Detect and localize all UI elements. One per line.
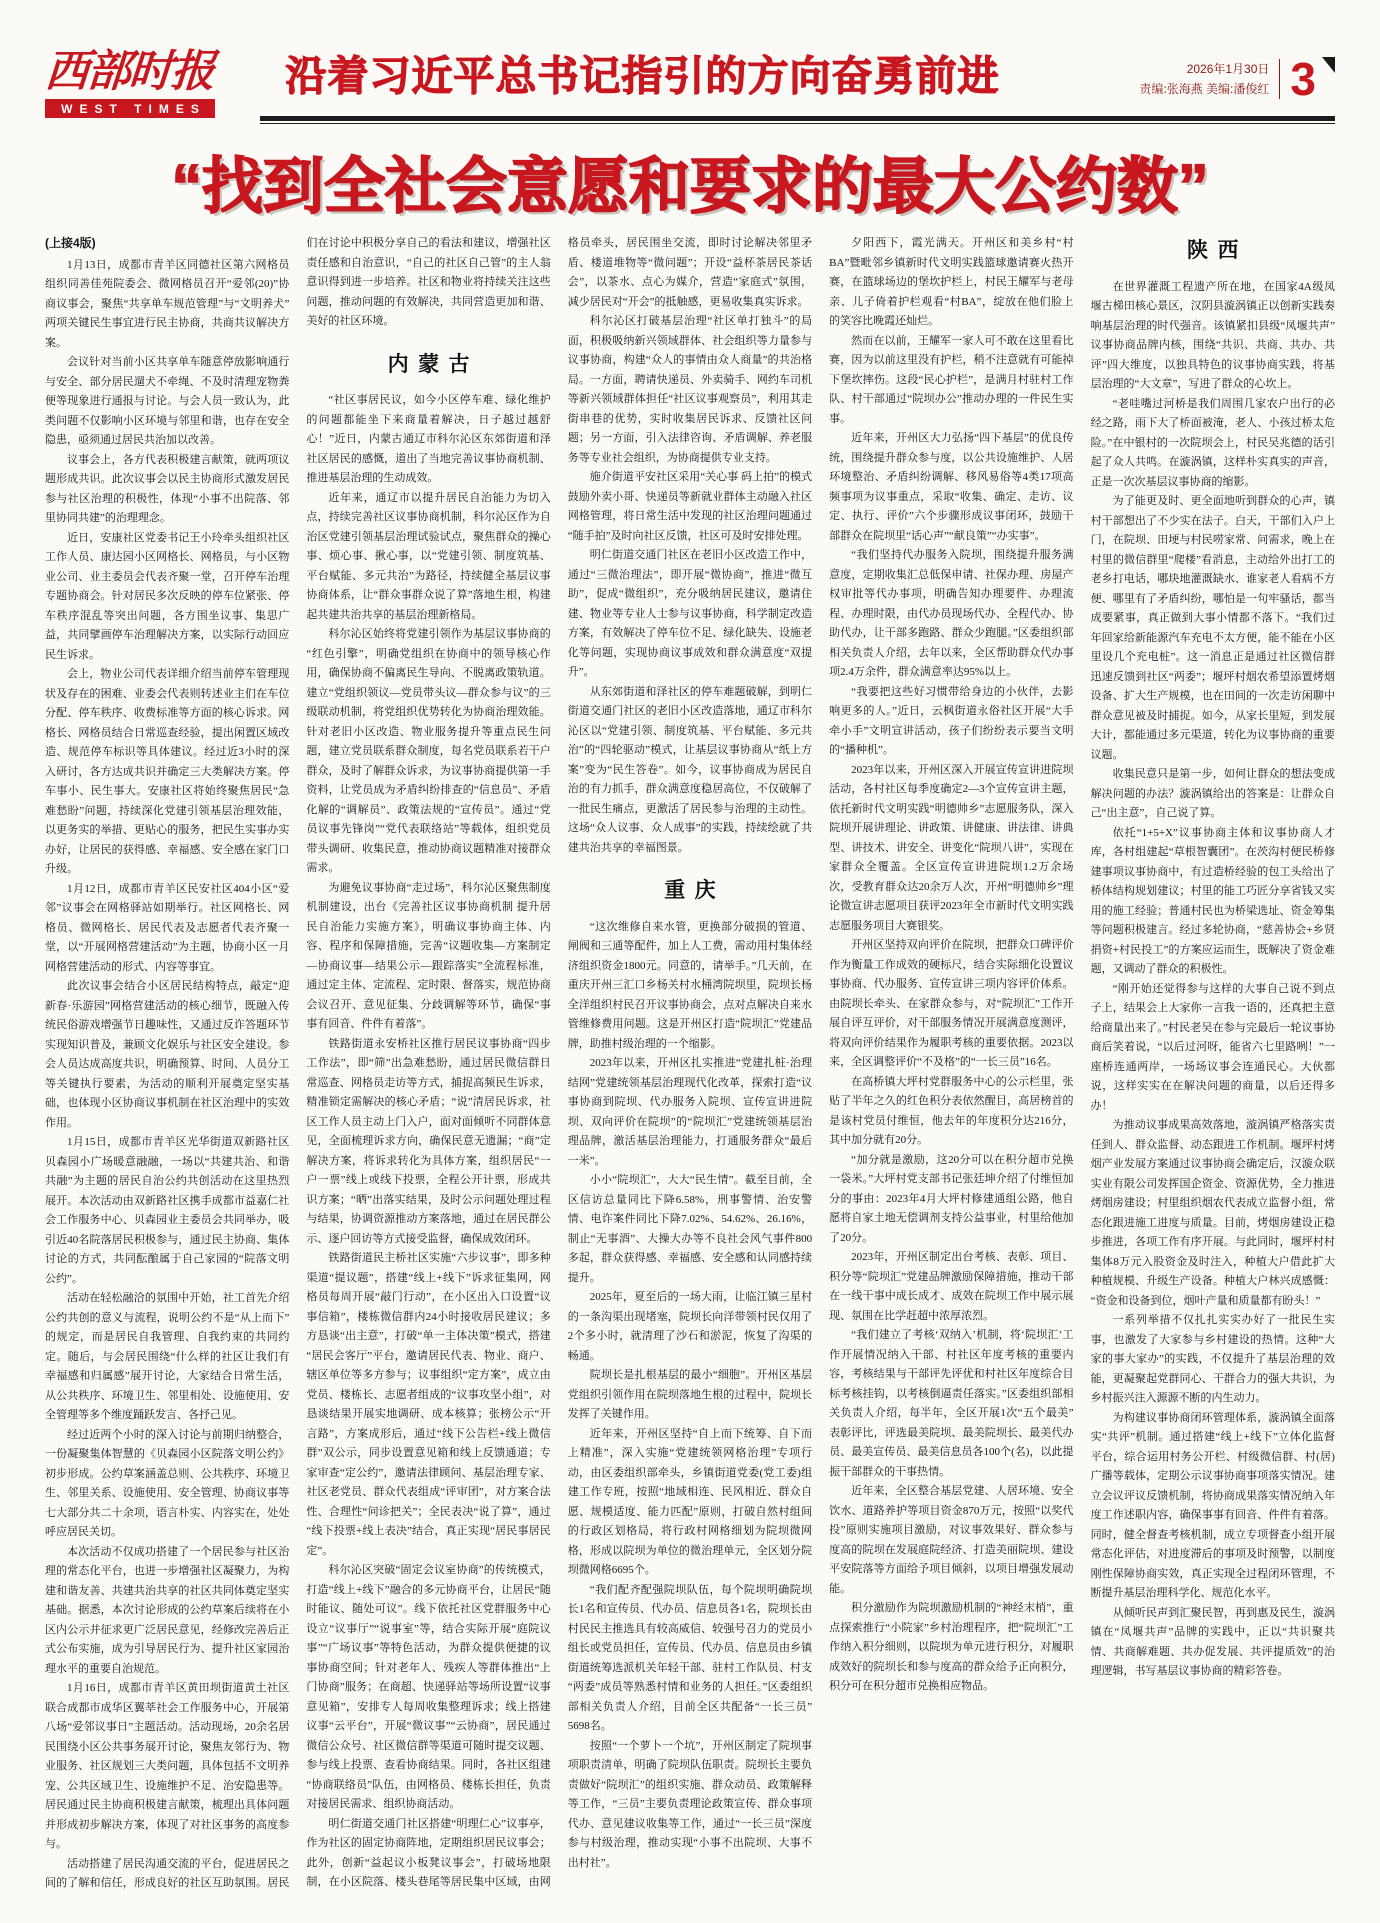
article-paragraph: “社区事居民议，如今小区停车难、绿化维护的问题都能坐下来商量着解决，日子越过越舒心！”近日，内蒙古通辽市科尔沁区东郊街道和泽社区居民的感慨，道出了当地完善议事协商机制、推进基层治理的生动成效。 [306,394,551,484]
article-paragraph: 科尔沁区始终将党建引领作为基层议事协商的“红色引擎”，明确党组织在协商中的领导核心作用，确保协商不偏离民生导向、不脱离政策轨道。建立“党组织领议—党员带头议—群众参与议”的三级联动机制，将党组织优势转化为协商治理效能。针对老旧小区改造、物业服务提升等重点民生问题，建立党员联系群众制度，每名党员联系若干户群众，及时了解群众诉求，为议事协商提供第一手资料，让党员成为矛盾纠纷排查的“信息员”、矛盾化解的“调解员”、政策法规的“宣传员”。通过“党员议事先锋岗”“党代表联络站”等载体，组织党员带头调研、收集民意，推动协商议题精准对接群众需求。 [306,628,551,874]
article-paragraph: 明仁街道交通门社区在老旧小区改造工作中，通过“三微治理法”，即开展“微协商”，推进“微互助”，促成“微组织”，充分吸纳居民建议，邀请住建、物业等专业人士参与议事协商，科学制定改造方案，有效解决了停车位不足、绿化缺失、设施老化等问题，实现协商议事成效和群众满意度“双提升”。 [567,549,813,679]
article-paragraph: 按照“一个萝卜一个坑”，开州区制定了院坝事项职责清单，明确了院坝队伍职责。院坝长主要负责做好“院坝汇”的组织实施、群众动员、政策解释等工作，“三员”主要负责理论政策宣传、群众事项代办、意见建议收集等工作，通过“一长三员”深度参与村级治理，推动实现“小事不出院坝、大事不出村社”。 [567,1739,813,1869]
article-paragraph: “我要把这些好习惯带给身边的小伙伴，去影响更多的人。”近日，云枫街道永俗社区开展“大手牵小手”文明宣讲活动，孩子们纷纷表示要当文明的“播种机”。 [829,685,1074,757]
article-paragraph: 铁路街道永安桥社区推行居民议事协商“四步工作法”，即“筛”出急难愁盼，通过居民微信群日常巡查、网格员走访等方式，捕捉高频民生诉求，精准锁定需解决的核心矛盾；“说”清居民诉求，社区工作人员主动上门入户，面对面倾听不同群体意见，全面梳理诉求方向，确保民意无遗漏；“商”定解决方案，将诉求转化为具体方案，组织居民“一户一票”线上或线下投票，全程公开计票，形成共识方案；“晒”出落实结果，及时公示问题处理过程与结果，协调资源推动方案落地，通过在居民群公示、逐户回访等方式接受监督，确保成效闭环。 [306,1037,551,1245]
article-paragraph: 从东郊街道和泽社区的停车难题破解，到明仁街道交通门社区的老旧小区改造落地，通辽市科尔沁区以“党建引领、制度筑基、平台赋能、多元共治”的“四轮驱动”模式，让基层议事协商从“纸上方案”变为“民生答卷”。如今，议事协商成为居民自治的有力抓手，群众满意度稳居高位，不仅破解了一批民生痛点，更激活了居民参与治理的主动性。这场“众人议事、众人成事”的实践，持续绘就了共建共治共享的幸福图景。 [567,685,813,854]
corner-triangle-icon [1322,57,1335,73]
article-paragraph: 本次活动不仅成功搭建了一个居民参与社区治理的常态化平台，也进一步增强社区凝聚力，为构建和谐友善、共建共治共享的社区共同体奠定坚实基础。据悉，本次讨论形成的公约草案后续将在小区内公示并征求更广泛居民意见，经修改完善后正式公布实施，成为引导居民行为、提升社区家园治理水平的重要自治规范。 [45,1545,290,1675]
rule-thin [260,123,1335,124]
article-paragraph: 铁路街道民主桥社区实施“六步议事”，即多种渠道“提议题”，搭建“线上+线下”诉求征集网，网格员每周开展“敲门行动”，在小区出入口设置“议事信箱”，楼栋微信群内24小时接收居民建议；多方恳谈“出主意”，打破“单一主体决策”模式，搭建“居民会客厅”平台，邀请居民代表、物业、商户、辖区单位等多方参与；议事组织“定方案”，成立由党员、楼栋长、志愿者组成的“议事攻坚小组”，对恳谈结果开展实地调研、成本核算；张榜公示“开言路”，方案成形后，通过“线下公告栏+线上微信群”双公示，同步设置意见箱和线上反馈通道；专家审查“定公约”，邀请法律顾问、基层治理专家、社区老党员、群众代表组成“评审团”，对方案合法性、合理性“问诊把关”；全民表决“说了算”，通过“线下投票+线上表决”结合，真正实现“居民事居民定”。 [306,1252,551,1557]
article-paragraph: 议事会上，各方代表积极建言献策，就两项议题形成共识。此次议事会以民主协商形式激发居民参与社区治理的积极性，体现“小事不出院落、邻里协同共建”的治理理念。 [45,453,290,525]
issue-editors: 责编:张海燕 美编:潘俊红 [1139,82,1270,96]
article-paragraph: 一系列举措不仅扎扎实实办好了一批民生实事，也激发了大家参与乡村建设的热情。这种“大家的事大家办”的实践，不仅提升了基层治理的效能，更凝聚起党群同心、干群合力的强大共识，为乡村振兴注入源源不断的内生动力。 [1090,1314,1335,1404]
rule-thick [260,116,1335,121]
article-paragraph: 活动搭建了居民沟通交流的平台，促进居民之间的了解和信任，形成良好的社区互助氛围。居民们在讨论中积极分享自己的看法和建议，增强社区责任感和自治意识，“自己的社区自己管”的主人翁意识得到进一步培养。社区和物业将持续关注这些问题，推动问题的有效解决，共同营造更加和谐、美好的社区环境。 [45,237,551,1890]
article-paragraph: 科尔沁区突破“固定会议室协商”的传统模式，打造“线上+线下”融合的多元协商平台，让居民“随时能议、随处可议”。线下依托社区党群服务中心设立“议事厅”“说事室”等，结合实际开展“庭院议事”“广场议事”等特色活动，为群众提供便捷的议事协商空间；针对老年人、残疾人等群体推出“上门协商”服务；在商超、快递驿站等场所设置“议事意见箱”，安排专人每周收集整理诉求；线上搭建议事“云平台”，开展“微议事”“云协商”，居民通过微信公众号、社区微信群等渠道可随时提交议题、参与线上投票、查看协商结果。同时，各社区组建“协商联络员”队伍，由网格员、楼栋长担任，负责对接居民需求、组织协商活动。 [306,1564,551,1810]
main-headline: “找到全社会意愿和要求的最大公约数” [171,152,1209,220]
article-paragraph: 施介街道平安社区采用“关心事 码上拍”的模式鼓励外卖小哥、快递员等新就业群体主动融入社区网格管理，将日常生活中发现的社区治理问题通过“随手拍”及时向社区反馈，社区可及时安排处理。 [567,471,813,542]
article-paragraph: 1月15日，成都市青羊区光华街道双新路社区贝森园小广场暖意融融，一场以“共建共治、和谐共融”为主题的居民自治公约共创活动在这里热烈展开。本次活动由双新路社区携手成都市益嘉仁社会工作服务中心、贝森园业主委员会共同举办，吸引近40名院落居民积极参与，通过民主协商、集体讨论的方式，共同酝酿属于自己家园的“院落文明公约”。 [45,1136,290,1285]
article-paragraph: 为了能更及时、更全面地听到群众的心声，镇村干部想出了不少实在法子。白天，干部们入户上门，在院坝、田埂与村民唠家常、问需求，晚上在村里的微信群里“爬楼”看消息，主动给外出打工的老乡打电话，哪块地灌溉缺水、谁家老人看病不方便、哪里有了矛盾纠纷，哪怕是一句牢骚话，都当成要紧事，真正做到大事小情都不落下。“我们过年回家给新能源汽车充电不太方便，能不能在小区里设几个充电桩”。这一消息正是通过社区微信群迅速反馈到社区“两委”；堰坪村烟农希望添置烤烟设备、扩大生产规模，也在田间的一次走访闲聊中群众意见被及时捕捉。如今，从家长里短，到发展大计，都能通过多元渠道，转化为议事协商的重要议题。 [1090,495,1335,761]
article-body [45,234,1335,1910]
article-paragraph: 经过近两个小时的深入讨论与前期归纳整合，一份凝聚集体智慧的《贝森园小区院落文明公约》初步形成。公约草案涵盖总则、公共秩序、环境卫生、邻里关系、设施使用、安全管理、协商议事等七大部分共二十余项，语言朴实、内容实在，处处呼应居民关切。 [45,1428,290,1539]
article-paragraph: 为构建议事协商闭环管理体系，漩涡镇全面落实“共评”机制。通过搭建“线上+线下”立体化监督平台，综合运用村务公开栏、村级微信群、村(居)广播等载体，定期公示议事协商事项落实情况。建立会议评议反馈机制，将协商成果落实情况纳入年度工作述职内容，确保事事有回音、件件有着落。同时，健全督查考核机制，成立专项督查小组开展常态化评估，对进度滞后的事项及时预警，以制度刚性保障协商实效，真正实现全过程闭环管理，不断提升基层治理科学化、规范化水平。 [1090,1411,1335,1599]
article-paragraph: 近年来，开州区坚持“自上而下统筹、自下而上精准”，深入实施“党建统领网格治理”专项行动，由区委组织部牵头，乡镇街道党委(党工委)组建工作专班，按照“地域相连、民风相近、群众自愿、规模适度、能力匹配”原则，打破自然村组间的行政区划格局，将行政村网格细划为院坝微网格，形成以院坝为单位的微治理单元，全区划分院坝微网格6695个。 [567,1427,813,1576]
article-paragraph: “刚开始还觉得参与这样的大事自己说不到点子上，结果会上大家你一言我一语的，还真把主意给商量出来了。”村民老吴在参与完最后一轮议事协商后笑着说，“以后过河呀，能省六七里路咧！”一座桥连通两岸，一场场议事会连通民心。大伙都说，这样实实在在解决问题的商量，以后还得多办！ [1090,982,1335,1112]
article-paragraph: 收集民意只是第一步，如何让群众的想法变成解决问题的办法？漩涡镇给出的答案是：让群众自己“出主意”，自己说了算。 [1090,768,1335,819]
continuation-note: (上接4版) [45,236,96,251]
article-paragraph: 近年来，全区整合基层党建、人居环境、安全饮水、道路养护等项目资金870万元，按照“以奖代投”原则实施项目激励，对议事效果好、群众参与度高的院坝在发展庭院经济、打造美丽院坝、建设平安院落等方面给予项目倾斜，以项目增强发展动能。 [829,1485,1074,1595]
article-paragraph: 会议针对当前小区共享单车随意停放影响通行与安全、部分居民遛犬不牵绳、不及时清理宠物粪便等现象进行通报与讨论。与会人员一致认为，此类问题不仅影响小区环境与邻里和谐，也存在安全隐患，亟须通过居民共治加以改善。 [45,356,290,447]
article-paragraph: “加分就是激励，这20分可以在积分超市兑换一袋米。”大坪村党支部书记张廷坤介绍了付维恒加分的事由：2023年4月大坪村修建通组公路，他自愿将自家土地无偿调剂支持公益事业，村里给他加了20分。 [829,1153,1074,1244]
article-paragraph: 2023年以来，开州区扎实推进“党建扎桩·治理结网”党建统领基层治理现代化改革，探索打造“议事协商到院坝、代办服务入院坝、宣传宣讲进院坝、双向评价在院坝”的“院坝汇”党建统领基层治理品牌，激活基层治理能力，打通服务群众“最后一米”。 [567,1057,813,1167]
article-paragraph: 积分激励作为院坝激励机制的“神经末梢”，重点探索推行“小院家”乡村治理程序，把“院坝汇”工作纳入积分细则，以院坝为单元进行积分，对履职成效好的院坝长和参与度高的群众给予正向积分，积分可在积分超市兑换相应物品。 [829,1602,1074,1693]
masthead [45,0,1335,146]
article-paragraph: 依托“1+5+X”议事协商主体和议事协商人才库，各村组建起“草根智囊团”。在茨沟村便民桥修建事项议事协商中，有过造桥经验的包工头给出了桥体结构规划建议；村里的能工巧匠分享省钱又实用的施工经验；普通村民也为桥梁选址、资金筹集等问题积极建言。经过多轮协商，“慈善协会+乡贤捐资+村民投工”的方案应运而生，既解决了资金难题，又调动了群众的积极性。 [1090,826,1335,975]
article-paragraph: 科尔沁区打破基层治理“社区单打独斗”的局面，积极吸纳新兴领域群体、社会组织等力量参与议事协商，构建“众人的事情由众人商量”的共治格局。一方面，聘请快递员、外卖骑手、网约车司机等新兴领域群体担任“社区议事观察员”，利用其走街串巷的优势，实时收集居民诉求、反馈社区问题；另一方面，引入法律咨询、矛盾调解、养老服务等专业社会组织，为协商提供专业支持。 [567,315,813,464]
article-paragraph: “我们建立了考核‘双纳入’机制，将‘院坝汇’工作开展情况纳入干部、村社区年度考核的重要内容，考核结果与干部评先评优和村社区年度综合目标考核挂钩，以考核倒逼责任落实。”区委组织部相关负责人介绍，每半年，全区开展1次“五个最美”表彰评比，评选最美院坝、最美院坝长、最美代办员、最美宣传员、最美信息员各100个(名)，以此提振干部群众的干事热情。 [829,1329,1074,1478]
logo-subtitle: WEST TIMES [45,99,215,118]
article-paragraph: 在高桥镇大坪村党群服务中心的公示栏里，张贴了半年之久的红色积分表依然醒目，高居榜首的是该村党员付维恒，他去年的年度积分达216分，其中加分就有20分。 [829,1075,1074,1147]
article-paragraph: 2025年，夏至后的一场大雨，让临江镇三星村的一条沟渠出现堵塞，院坝长向洋带领村民仅用了2个多小时，就清理了沙石和淤泥，恢复了沟渠的畅通。 [567,1291,813,1362]
article-paragraph: “这次维修自来水管，更换部分破损的管道、闸阀和三通等配件，加上人工费，需动用村集体经济组织资金1800元。同意的，请举手。”几天前，在重庆开州三汇口乡杨关村水桶湾院坝里，院坝长杨全洋组织村民召开议事协商会，点对点解决自来水管维修费用问题。这是开州区打造“院坝汇”党建品牌，助推村级治理的一个缩影。 [567,920,813,1050]
article-paragraph: 开州区坚持双向评价在院坝，把群众口碑评价作为衡量工作成效的硬标尺，结合实际细化设置议事协商、代办服务、宣传宣讲三项内容评价体系。由院坝长牵头、在家群众参与，对“院坝汇”工作开展自评互评价，对干部服务情况开展满意度测评，将双向评价结果作为履职考核的重要依据。2023以来，全区调整评价“不及格”的“一长三员”16名。 [829,939,1074,1069]
article-paragraph: 近年来，通辽市以提升居民自治能力为切入点，持续完善社区议事协商机制，科尔沁区作为自治区党建引领基层治理试验试点，聚焦群众的操心事、烦心事、揪心事，以“党建引领、制度筑基、平台赋能、多元共治”为路径，持续健全基层议事协商体系，让“群众事群众说了算”落地生根，构建起共建共治共享的基层治理新格局。 [306,491,551,621]
article-paragraph: 夕阳西下，霞光满天。开州区和美乡村“村BA”暨毗邻乡镇新时代文明实践篮球邀请赛火热开赛，在篮球场边的堡坎护栏上，村民王耀军与老母亲、儿子倚着护栏观看“村BA”，绽放在他们脸上的笑容比晚霞还灿烂。 [829,237,1074,328]
masthead-rules [260,116,1335,124]
article-paragraph: 近日，安康社区党委书记王小玲牵头组织社区工作人员、康达园小区网格长、网格员，与小区物业公司、业主委员会代表齐聚一堂，召开停车治理专题协商会。针对居民多次反映的停车位紧张、停车秩序混乱等突出问题，各方围坐议事、集思广益，共同擘画停车治理解决方案，以实际行动回应民生诉求。 [45,531,290,661]
article-paragraph: 1月13日，成都市青羊区同德社区第六网格员组织同善佳苑院委会、微网格员召开“爱邻(20)”协商议事会，聚焦“共享单车规范管理”与“文明养犬”两项关键民生事宜进行民主协商，共商共议解决方案。 [45,258,290,349]
article-paragraph: 1月16日，成都市青羊区黄田坝街道黄土社区联合成都市成华区翼莘社会工作服务中心，开展第八场“爱邻议事日”主题活动。活动现场，20余名居民围绕小区公共事务展开讨论，聚焦友邻行为、物业服务、社区规划三大类问题，具体包括不文明养宠、公共区域卫生、设施维护不足、治安隐患等。居民通过民主协商积极建言献策，梳理出具体问题并形成初步解决方案，体现了对社区事务的高度参与。 [45,1682,290,1851]
article-paragraph: 然而在以前，王耀军一家人可不敢在这里看比赛，因为以前这里没有护栏，稍不注意就有可能掉下堡坎摔伤。这段“民心护栏”，是满月村驻村工作队、村干部通过“院坝办公”推动办理的一件民生实事。 [829,334,1074,425]
article-paragraph: 为推动议事成果高效落地，漩涡镇严格落实责任到人、群众监督、动态跟进工作机制。堰坪村烤烟产业发展方案通过议事协商会确定后，汉漩众联实业有限公司发挥国企资金、资源优势，全力推进烤烟房建设；村里组织烟农代表成立监督小组，常态化跟进施工进度与质量。目前，烤烟房建设正稳步推进，各项工作有序开展。与此同时，堰坪村村集体8万元入股资金及时注入，种植大户借此扩大种植规模、升级生产设备。种植大户林兴成感慨：“资金和设备到位，烟叶产量和质量都有盼头！” [1090,1119,1335,1307]
page-number: 3 [1290,53,1316,105]
article-paragraph: 院坝长是扎根基层的最小“细胞”。开州区基层党组织引领作用在院坝落地生根的过程中，院坝长发挥了关键作用。 [567,1369,813,1420]
article-paragraph: 近年来，开州区大力弘扬“四下基层”的优良传统，围绕提升群众参与度，以公共设施维护、人居环境整治、矛盾纠纷调解、移风易俗等4类17项高频事项为议事重点，采取“收集、确定、走访、议定、执行、评价”六个步骤形成议事闭环，鼓励干部群众在院坝里“话心声”“献良策”“办实事”。 [829,432,1074,542]
article-paragraph: 会上，物业公司代表详细介绍当前停车管理现状及存在的困难、业委会代表则转述业主们在车位分配、停车秩序、收费标准等方面的核心诉求。网格长、网格员结合日常巡查经验，提出闲置区域改造、规范停车标识等具体建议。经过近3小时的深入研讨，各方达成共识并确定三大类解决方案。停车事小、民生事大。安康社区将始终聚焦居民“急难愁盼”问题，持续深化党建引领基层治理效能，以更务实的举措、更贴心的服务，把民生实事办实办好，让居民的获得感、幸福感、安全感在家门口升级。 [45,668,290,876]
issue-date: 2026年1月30日 [1186,61,1270,76]
issue-lines [1139,59,1280,100]
article-paragraph: “我们配齐配强院坝队伍，每个院坝明确院坝长1名和宣传员、代办员、信息员各1名，院坝长由村民民主推选具有较高威信、较强号召力的党员小组长或党员担任，宣传员、代办员、信息员由乡镇街道统筹选派机关年轻干部、驻村工作队员、村支“两委”成员等熟悉村情和业务的人担任。”区委组织部相关负责人介绍，目前全区共配备“一长三员”5698名。 [567,1583,813,1732]
article-paragraph: 此次议事会结合小区居民结构特点，敲定“迎新春·乐游园”网格营建活动的核心细节，既融入传统民俗游戏增强节日趣味性，又通过反诈答题环节实现知识普及，兼顾文化娱乐与社区安全建设。参会人员达成高度共识，明确预算、时间、人员分工等关键执行要素，为活动的顺利开展奠定坚实基础，也体现小区协商议事机制在社区治理中的实效作用。 [45,980,290,1129]
article-paragraph: 2023年以来，开州区深入开展宣传宣讲进院坝活动，各村社区每季度确定2—3个宣传宣讲主题，依托新时代文明实践“明德帅乡”志愿服务队，深入院坝开展讲理论、讲政策、讲健康、讲法律、讲典型、讲技术、讲安全、讲变化“院坝八讲”，实现在家群众全覆盖。全区宣传宣讲进院坝1.2万余场次，受教育群众达20余万人次，开州“明德帅乡”理论微宣讲志愿项目获评2023年全市新时代文明实践志愿服务项目大赛银奖。 [829,763,1074,932]
issue-info [1139,53,1335,105]
logo-title: 西部时报 [43,47,215,96]
masthead-banner: 沿着习近平总书记指引的方向奋勇前进 [285,53,1000,99]
article-paragraph: “我们坚持代办服务入院坝，围绕提升服务满意度，定期收集汇总低保申请、社保办理、房屋产权审批等代办事项，明确告知办理要件、办理流程、办理时限，由代办员现场代办、全程代办、协助代办，让干部多跑路、群众少跑腿。”区委组织部相关负责人介绍，去年以来，全区帮助群众代办事项2.4万余件，群众满意率达95%以上。 [829,549,1074,679]
article-paragraph: 小小“院坝汇”，大大“民生情”。截至目前，全区信访总量同比下降6.58%，刑事警情、治安警情、电诈案件同比下降7.02%、54.62%、26.16%，制止“无事酒”、大操大办等不良社会风气事件800多起，群众获得感、幸福感、安全感和认同感持续提升。 [567,1174,813,1284]
article-paragraph: 1月12日，成都市青羊区民安社区404小区“爱邻”议事会在网格驿站如期举行。社区网格长、网格员、微网格长、居民代表及志愿者代表齐聚一堂，以“开展网格营建活动”为主题，协商小区一月网格营建活动的形式、内容等事宜。 [45,882,290,973]
article-paragraph: 在世界灌溉工程遗产所在地，在国家4A级凤堰古梯田核心景区，汉阴县漩涡镇正以创新实践奏响基层治理的时代强音。该镇紧扣县级“凤堰共声”议事协商品牌内核，围绕“共识、共商、共办、共评”四大维度，以独具特色的议事协商实践，将基层治理的“大文章”，写进了群众的心坎上。 [1090,280,1335,390]
newspaper-logo [43,47,215,118]
article-paragraph: “老哇嘴过河桥是我们周围几家农户出行的必经之路，雨下大了桥面被淹，老人、小孩过桥太危险。”在中银村的一次院坝会上，村民吴兆德的话引起了众人共鸣。在漩涡镇，这样朴实真实的声音，正是一次次基层议事协商的缩影。 [1090,397,1335,488]
article-paragraph: 为避免议事协商“走过场”，科尔沁区聚焦制度机制建设，出台《完善社区议事协商机制 提升居民自治能力实施方案》，明确议事协商主体、内容、程序和保障措施，完善“议题收集—方案制定—协商议事—结果公示—跟踪落实”全流程标准，通过定主体、定流程、定时限、督落实，规范协商会议召开、意见征集、分歧调解等环节，确保“事事有回音、件件有着落”。 [306,881,551,1030]
article-paragraph: 明仁街道交通门社区搭建“明理仁心”议事亭，作为社区的固定协商阵地，定期组织居民议事会；此外，创新“益起议小板凳议事会”，打破场地限制，在小区院落、楼头巷尾等居民集中区域，由网格员牵头，居民围坐交流，即时讨论解决邻里矛盾、楼道堆物等“微问题”；开设“益杯茶居民茶话会”，以茶水、点心为媒介，营造“家庭式”氛围，减少居民对“开会”的抵触感，更易收集真实诉求。 [306,237,813,1888]
article-paragraph: 活动在轻松融洽的氛围中开始，社工首先介绍公约共创的意义与流程，说明公约不是“从上而下”的规定，而是居民自我管理、自我约束的共同约定。随后，与会居民围绕“什么样的社区让我们有幸福感和归属感”展开讨论，大家结合日常生活，从公共秩序、环境卫生、邻里相处、设施使用、安全管理等多个维度踊跃发言、各抒己见。 [45,1292,290,1422]
section-header: 陕西 [1187,239,1248,263]
article-paragraph: 从倾听民声到汇聚民智，再到惠及民生，漩涡镇在“凤堰共声”品牌的实践中，正以“共识聚共情、共商解难题、共办促发展、共评提质效”的治理逻辑，书写基层议事协商的精彩答卷。 [1090,1606,1335,1677]
section-header: 内蒙古 [387,352,479,376]
section-header: 重庆 [664,879,726,903]
article-paragraph: 2023年，开州区制定出台考核、表彰、项目、积分等“院坝汇”党建品牌激励保障措施，推动干部在一线干事中成长成才、成效在院坝工作中展示展现、氛围在比学赶超中浓厚浓烈。 [829,1251,1074,1322]
